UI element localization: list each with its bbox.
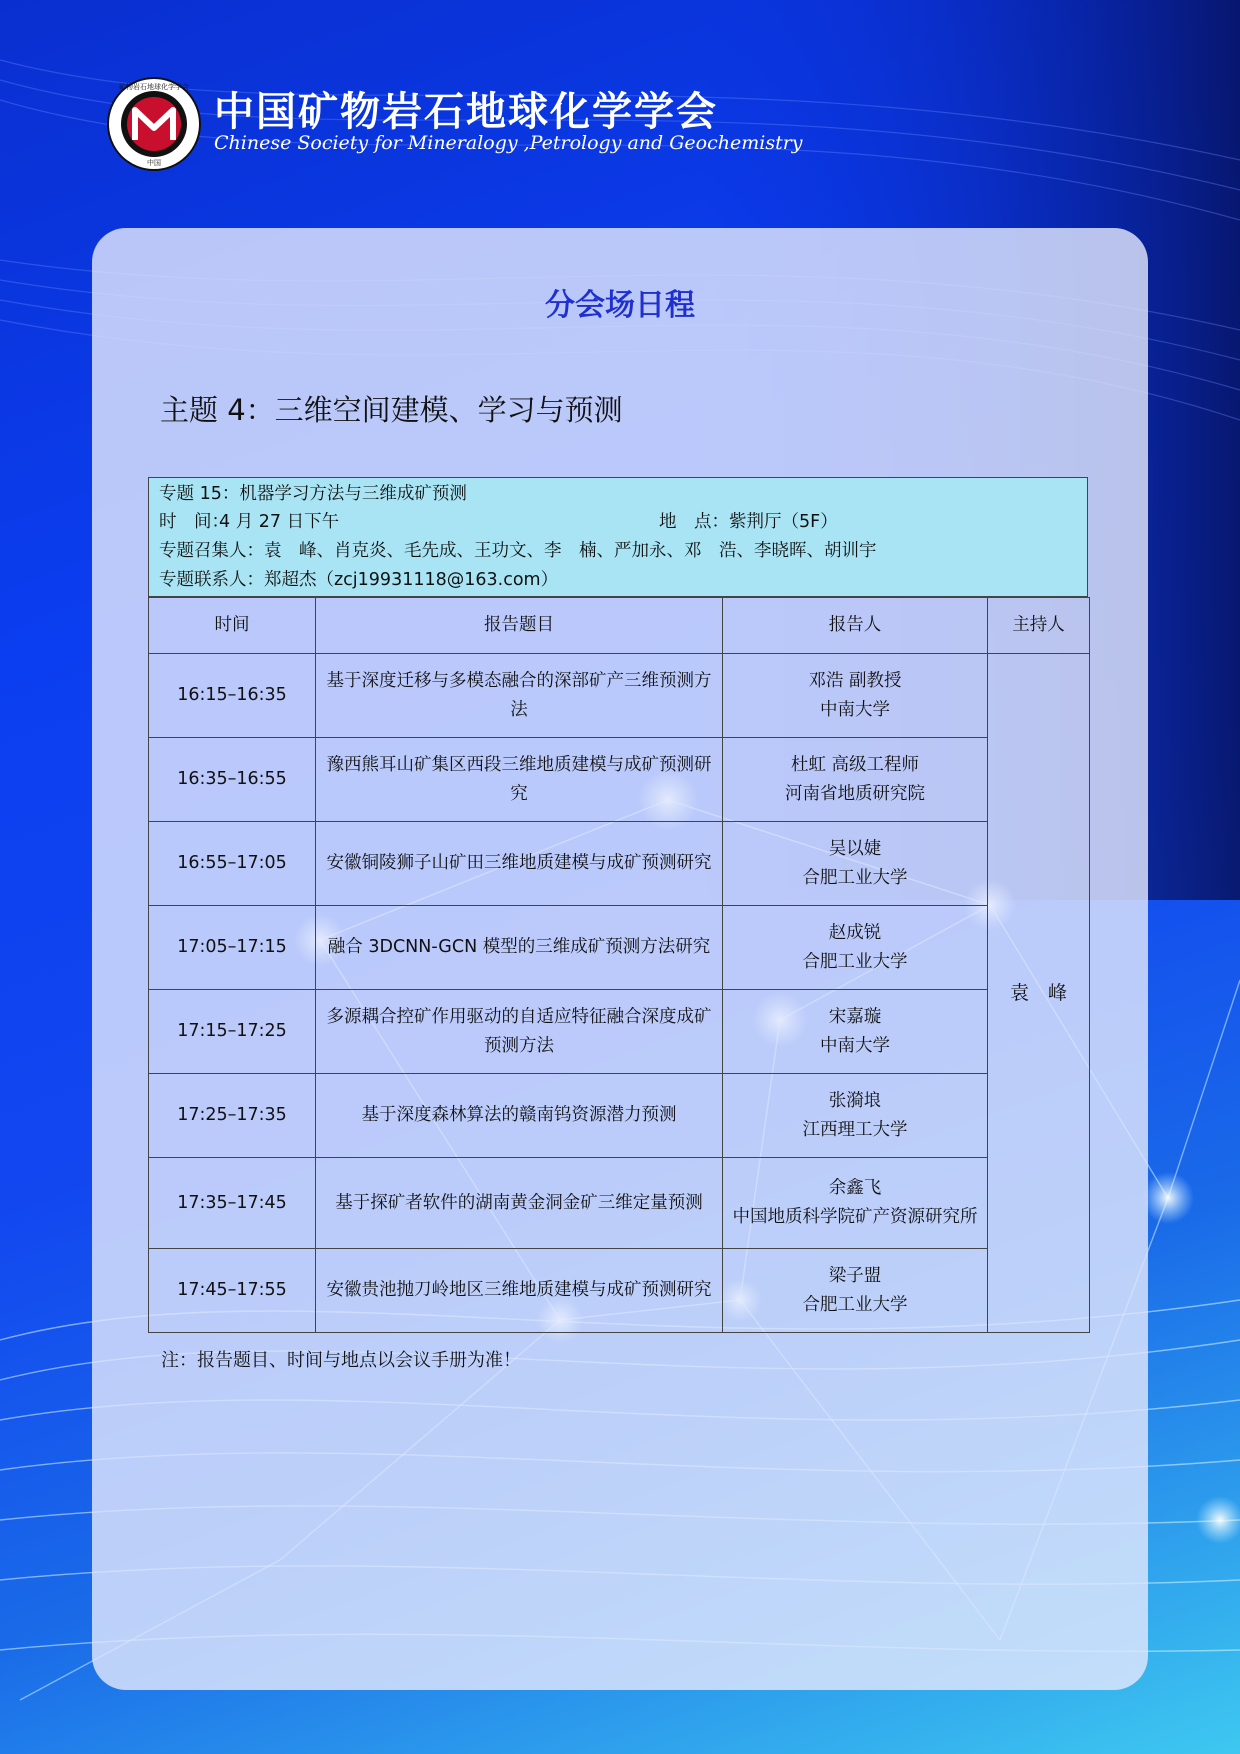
row-title: 多源耦合控矿作用驱动的自适应特征融合深度成矿预测方法	[316, 990, 723, 1074]
row-title: 基于深度迁移与多模态融合的深部矿产三维预测方法	[316, 654, 723, 738]
table-row	[149, 822, 1090, 906]
session-time-location	[159, 508, 1059, 536]
row-time: 17:25–17:35	[149, 1074, 316, 1158]
speaker-name: 余鑫飞	[828, 1178, 882, 1198]
header-title: 报告题目	[316, 598, 723, 654]
row-title: 豫西熊耳山矿集区西段三维地质建模与成矿预测研究	[316, 738, 723, 822]
conveners: 专题召集人：袁 峰、肖克炎、毛先成、王功文、李 楠、严加永、邓 浩、李晓晖、胡训宇	[159, 541, 877, 561]
row-time: 16:55–17:05	[149, 822, 316, 906]
table-row	[149, 1158, 1090, 1249]
table-row	[149, 654, 1090, 738]
table-row	[149, 1249, 1090, 1333]
speaker-name: 宋嘉璇	[828, 1006, 882, 1027]
logo-bottom-text: 中国	[147, 159, 161, 167]
speaker-affiliation: 合肥工业大学	[802, 1294, 908, 1315]
header-speaker: 报告人	[723, 598, 988, 654]
session-info-box	[148, 477, 1088, 597]
row-title: 安徽贵池抛刀岭地区三维地质建模与成矿预测研究	[316, 1249, 723, 1333]
org-name-english: Chinese Society for Mineralogy ,Petrology and Geochemistry	[214, 132, 803, 154]
row-speaker-cell	[723, 738, 988, 822]
speaker-name: 邓浩 副教授	[808, 670, 902, 691]
contact-person: 专题联系人：郑超杰（zcj19931118@163.com）	[159, 570, 559, 590]
table-row	[149, 738, 1090, 822]
speaker-name: 吴以婕	[828, 838, 882, 859]
footnote: 注：报告题目、时间与地点以会议手册为准！	[161, 1350, 521, 1371]
row-time: 17:45–17:55	[149, 1249, 316, 1333]
org-name-chinese: 中国矿物岩石地球化学学会	[214, 89, 718, 135]
schedule-table	[148, 597, 1090, 1333]
speaker-affiliation: 中国地质科学院矿产资源研究所	[732, 1207, 978, 1227]
table-row	[149, 906, 1090, 990]
location: 地 点：紫荆厅（5F）	[659, 512, 838, 532]
logo-ring-text: 矿物岩石地球化学学会	[119, 83, 189, 91]
row-speaker-cell	[723, 1074, 988, 1158]
speaker-affiliation: 合肥工业大学	[802, 951, 908, 972]
row-speaker-cell	[723, 1158, 988, 1249]
speaker-affiliation: 江西理工大学	[802, 1119, 908, 1140]
row-speaker-cell	[723, 906, 988, 990]
row-time: 17:35–17:45	[149, 1158, 316, 1249]
theme-title: 主题 4：三维空间建模、学习与预测	[160, 393, 623, 427]
table-row	[149, 990, 1090, 1074]
chair-name: 袁 峰	[988, 654, 1090, 1333]
row-time: 16:35–16:55	[149, 738, 316, 822]
header-chair: 主持人	[988, 598, 1090, 654]
row-time: 17:05–17:15	[149, 906, 316, 990]
time-value: 4 月 27 日下午	[219, 512, 340, 532]
speaker-name: 张漪埌	[828, 1090, 882, 1111]
panel-title: 分会场日程	[545, 288, 695, 323]
row-speaker-cell	[723, 654, 988, 738]
row-title: 基于探矿者软件的湖南黄金洞金矿三维定量预测	[316, 1158, 723, 1249]
society-seal-logo-icon	[106, 76, 202, 172]
speaker-name: 梁子盟	[828, 1265, 882, 1286]
speaker-affiliation: 中南大学	[820, 699, 890, 720]
speaker-affiliation: 河南省地质研究院	[785, 783, 925, 804]
speaker-name: 赵成锐	[828, 922, 882, 943]
row-time: 17:15–17:25	[149, 990, 316, 1074]
row-speaker-cell	[723, 990, 988, 1074]
header-time: 时间	[149, 598, 316, 654]
speaker-affiliation: 合肥工业大学	[802, 867, 908, 888]
speaker-name: 杜虹 高级工程师	[790, 754, 920, 775]
table-header-row	[149, 598, 1090, 654]
row-title: 安徽铜陵狮子山矿田三维地质建模与成矿预测研究	[316, 822, 723, 906]
row-speaker-cell	[723, 822, 988, 906]
row-speaker-cell	[723, 1249, 988, 1333]
time-label: 时 间：	[159, 512, 229, 532]
table-row	[149, 1074, 1090, 1158]
speaker-affiliation: 中南大学	[820, 1035, 890, 1056]
session-topic: 专题 15：机器学习方法与三维成矿预测	[159, 484, 467, 504]
row-time: 16:15–16:35	[149, 654, 316, 738]
row-title: 融合 3DCNN-GCN 模型的三维成矿预测方法研究	[316, 906, 723, 990]
row-title: 基于深度森林算法的赣南钨资源潜力预测	[316, 1074, 723, 1158]
